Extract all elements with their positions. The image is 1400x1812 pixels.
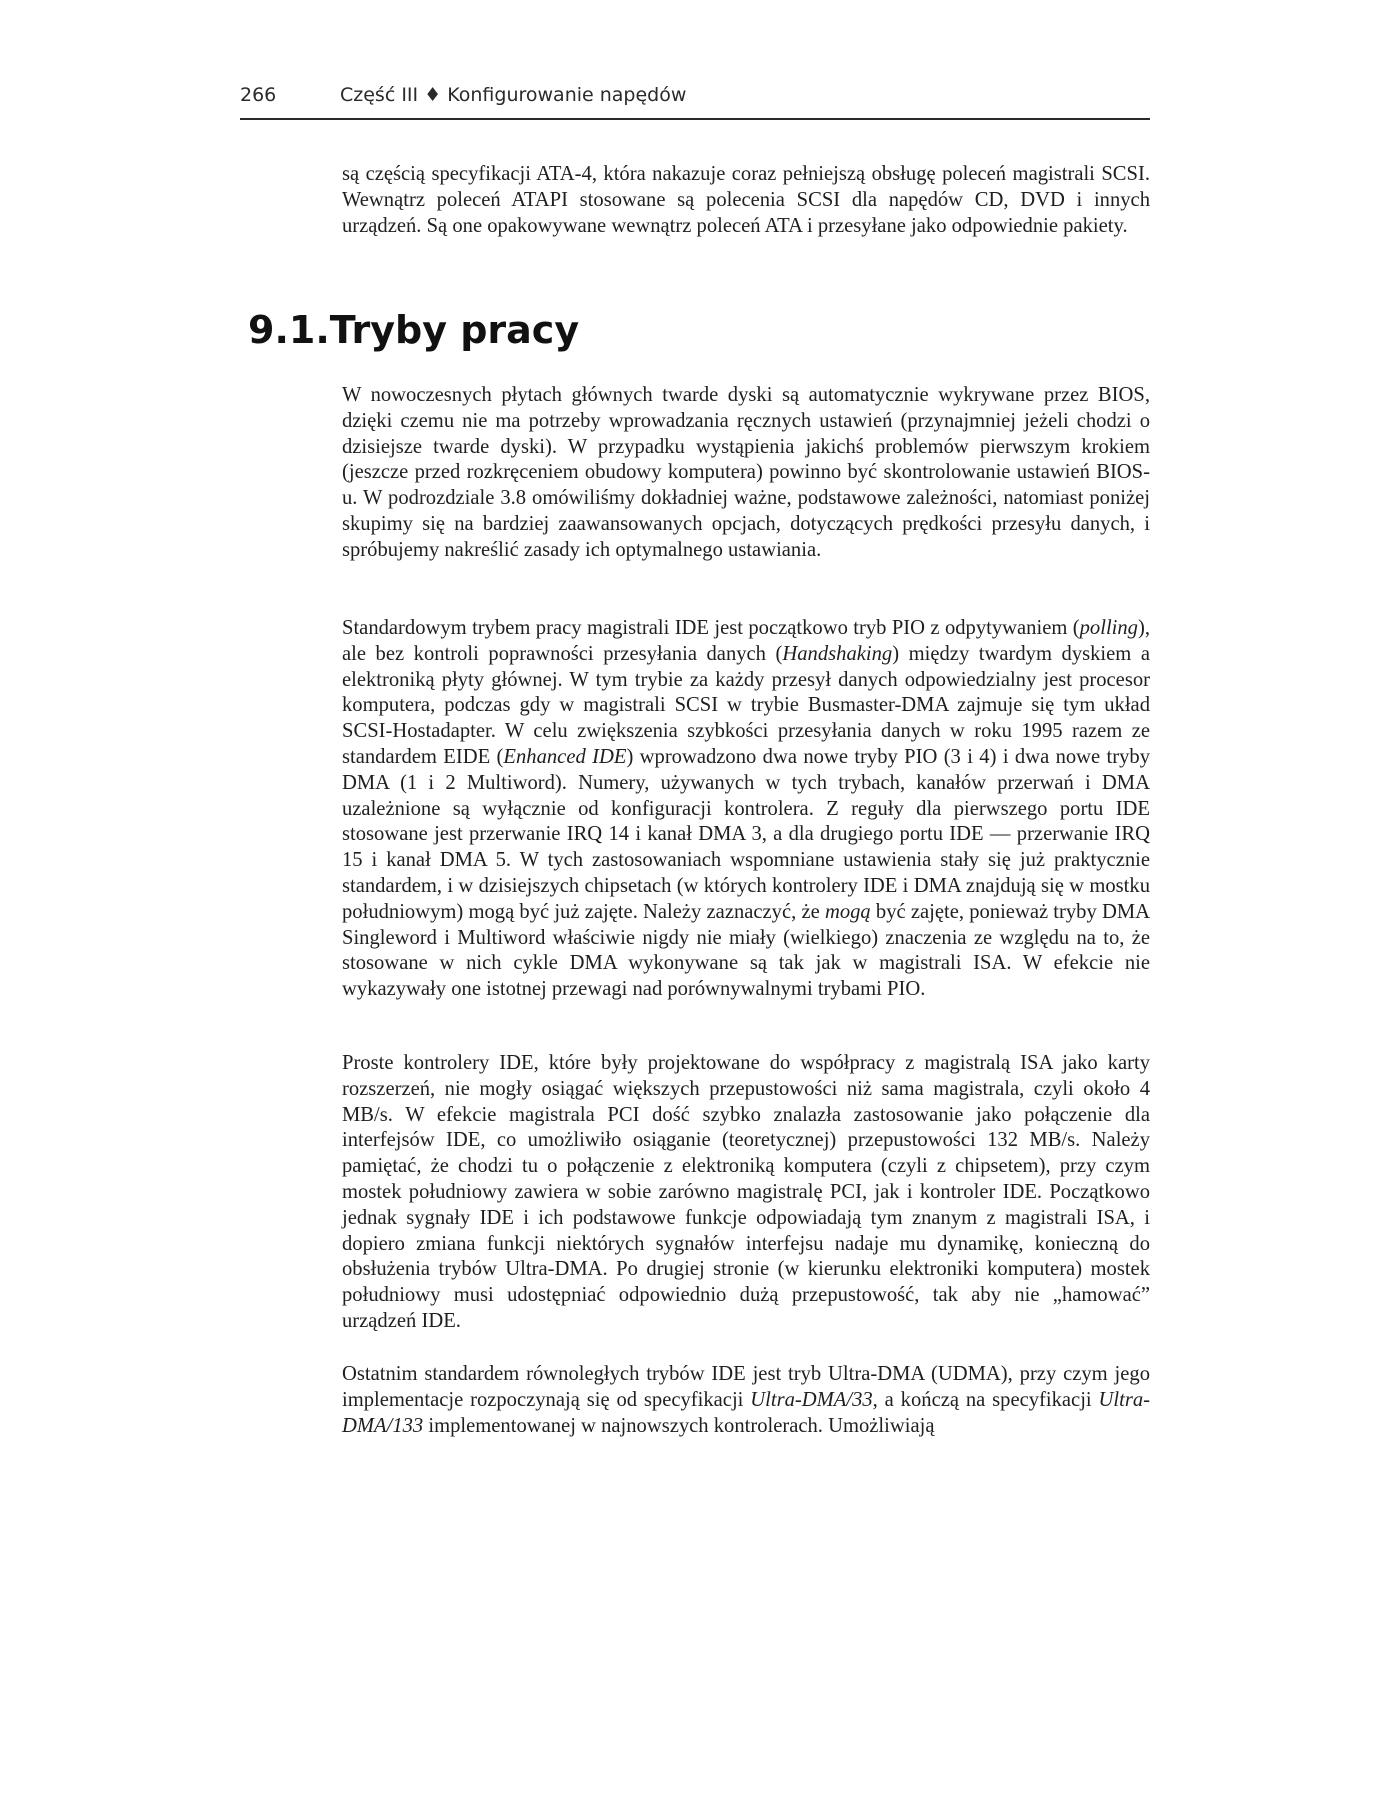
paragraph-1-block: [342, 383, 1150, 564]
paragraph-3: Proste kontrolery IDE, które były projektowane do współpracy z magistralą ISA jako karty rozszerzeń, nie mogły osiągać większych przepustowości niż sama magistrala, czyli około 4 MB/s. W efekcie magistrala PCI dość szybko znalazła zastosowanie jako połączenie dla interfejsów IDE, co umożliwiło osiąganie (teoretycznej) przepustowości 132 MB/s. Należy pamiętać, że chodzi tu o połączenie z elektroniką komputera (czyli z chipsetem), przy czym mostek południowy zawiera w sobie zarówno magistralę PCI, jak i kontroler IDE. Początkowo jednak sygnały IDE i ich podstawowe funkcje odpowiadają tym znanym z magistrali ISA, i dopiero zmiana funkcji niektórych sygnałów interfejsu nadaje mu dynamikę, konieczną do obsłużenia trybów Ultra-DMA. Po drugiej stronie (w kierunku elektroniki komputera) mostek południowy musi udostępniać odpowiednio dużą przepustowość, tak aby nie „hamować” urządzeń IDE.: [342, 1052, 1150, 1332]
paragraph-2: [342, 616, 1150, 1003]
paragraph-2-text-e: ) między twardym dyskiem a elektroniką płyty głównej. W tym trybie za każdy przesył danych odpowiedzialny jest procesor komputera, podczas gdy w magistrali SCSI w trybie Busmaster-DMA zajmuje się tym układ SCSI-Hostadapter. W celu zwiększenia szybkości przesyłania danych w roku 1995 razem ze standardem EIDE (: [342, 642, 1150, 768]
term-handshaking: Handshaking: [782, 642, 893, 665]
paragraph-4-text-a: Ostatnim standardem równoległych trybów IDE jest tryb Ultra-DMA (UDMA), przy czym jego implementacje rozpoczynają się od specyfikacji: [342, 1363, 1150, 1411]
running-head: Część III ♦ Konfigurowanie napędów: [340, 84, 687, 106]
paragraph-4: [342, 1362, 1150, 1439]
paragraph-1: W nowoczesnych płytach głównych twarde dyski są automatycznie wykrywane przez BIOS, dzięki czemu nie ma potrzeby wprowadzania ręcznych ustawień (przynajmniej jeżeli chodzi o dzisiejsze twarde dyski). W przypadku wystąpienia jakichś problemów pierwszym krokiem (jeszcze przed rozkręceniem obudowy komputera) powinno być skontrolowanie ustawień BIOS-u. W podrozdziale 3.8 omówiliśmy dokładniej ważne, podstawowe zależności, natomiast poniżej skupimy się na bardziej zaawansowanych opcjach, dotyczących prędkości przesyłu danych, i spróbujemy nakreślić zasady ich optymalnego ustawiania.: [342, 384, 1150, 561]
section-title: 9.1.Tryby pracy: [248, 308, 580, 352]
paragraph-4-block: [342, 1362, 1150, 1439]
term-enhanced-ide: Enhanced IDE: [503, 745, 627, 768]
paragraph-3-block: [342, 1051, 1150, 1335]
term-polling: polling: [1079, 617, 1138, 639]
intro-paragraph: są częścią specyfikacji ATA-4, która nakazuje coraz pełniejszą obsługę poleceń magistrali SCSI. Wewnątrz poleceń ATAPI stosowane są polecenia SCSI dla napędów CD, DVD i innych urządzeń. Są one opakowywane wewnątrz poleceń ATA i przesyłane jako odpowiednie pakiety.: [342, 163, 1150, 237]
paragraph-2-text-g: ) wprowadzono dwa nowe tryby PIO (3 i 4) i dwa nowe tryby DMA (1 i 2 Multiword). Numery, używanych w tych trybach, kanałów przerwań i DMA uzależnione są wyłącznie od konfiguracji kontrolera. Z reguły dla pierwszego portu IDE stosowane jest przerwanie IRQ 14 i kanał DMA 3, a dla drugiego portu IDE — przerwanie IRQ 15 i kanał DMA 5. W tych zastosowaniach wspomniane ustawienia stały się już praktycznie standardem, i w dzisiejszych chipsetach (w których kontrolery IDE i DMA znajdują się w mostku południowym) mogą być już zajęte. Należy zaznaczyć, że: [342, 745, 1151, 923]
paragraph-2-text-c: ), ale bez kontroli poprawności przesyłania danych (: [342, 617, 1150, 665]
term-moga: mogą: [824, 900, 871, 923]
page-header: [240, 84, 1150, 120]
term-ultra-dma-133: Ultra-DMA/133: [342, 1388, 1150, 1437]
paragraph-4-text-c: , a kończą na specyfikacji: [872, 1388, 1099, 1411]
paragraph-2-text-a: Standardowym trybem pracy magistrali IDE jest początkowo tryb PIO z odpytywaniem (: [342, 617, 1080, 639]
paragraph-4-text-e: implementowanej w najnowszych kontrolerach. Umożliwiają: [423, 1414, 935, 1437]
paragraph-2-text-i: być zajęte, ponieważ tryby DMA Singleword i Multiword właściwie nigdy nie miały (wielkiego) znaczenia ze względu na to, że stosowane w nich cykle DMA wykonywane są tak jak w magistrali ISA. W efekcie nie wykazywały one istotnej przewagi nad porównywalnymi trybami PIO.: [342, 900, 1151, 1001]
term-ultra-dma-33: Ultra-DMA/33: [750, 1388, 873, 1411]
page-number: 266: [240, 84, 277, 106]
paragraph-2-block: [342, 616, 1150, 1003]
intro-paragraph-block: [342, 162, 1150, 239]
